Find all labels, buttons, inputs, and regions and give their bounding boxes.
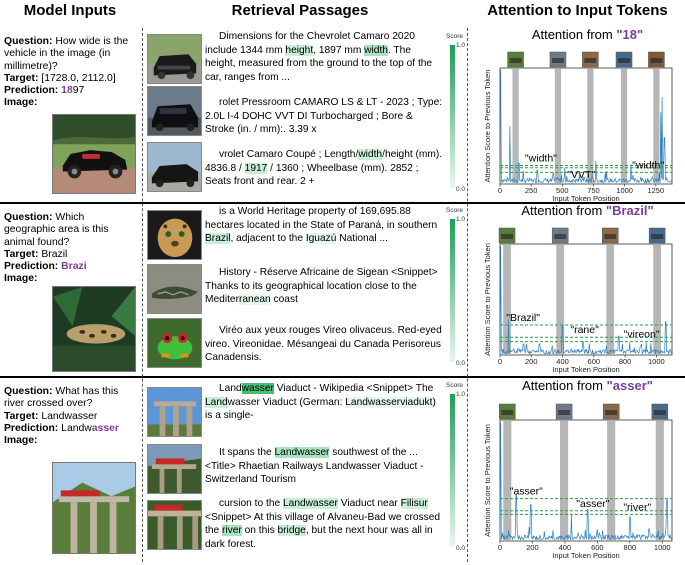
passage-text: <Snippet> At this village of Alvaneu-Bad we crossed the xyxy=(205,511,441,537)
camaro-coupe-icon xyxy=(147,142,202,192)
model-inputs-row-1 xyxy=(4,36,138,110)
viaduct-valley-icon xyxy=(147,500,202,550)
passage-text: Viaduct near xyxy=(337,498,401,509)
attention-title-prefix: Attention from xyxy=(522,378,603,393)
target-text: Brazil xyxy=(41,248,68,260)
token-annotation: "river" xyxy=(623,501,652,514)
token-annotation: "Brazil" xyxy=(506,312,540,325)
score-label: Score xyxy=(446,33,463,40)
y-axis-label: Attention Score to Previous Token xyxy=(483,243,492,356)
x-tick-label: 1000 xyxy=(653,543,671,552)
token-thumbnail-icon xyxy=(602,228,618,243)
attention-title-row-2 xyxy=(500,203,675,218)
token-annotation: "width" xyxy=(524,152,557,165)
image-token-band xyxy=(512,68,518,184)
token-thumbnail-icon xyxy=(508,52,524,67)
attention-title-prefix: Attention from xyxy=(531,27,613,42)
x-tick-label: 400 xyxy=(558,543,572,552)
x-tick-label: 0 xyxy=(497,186,503,195)
lizard-icon xyxy=(147,264,202,314)
column-divider-left xyxy=(142,28,143,562)
token-thumbnail-icon xyxy=(649,228,665,243)
viaduct-train-icon xyxy=(147,444,202,494)
column-divider-right xyxy=(467,28,468,562)
token-thumbnail-icon xyxy=(603,404,619,419)
jaguar-in-jungle-icon xyxy=(52,286,136,372)
token-annotation: "width" xyxy=(632,159,665,172)
thumbnail-subject xyxy=(501,410,513,415)
token-thumbnail-icon xyxy=(616,52,632,67)
prediction-prefix: Landw xyxy=(61,422,92,434)
highlighted-token: Iguazú xyxy=(305,233,337,245)
score-max: 1.0 xyxy=(456,42,466,49)
passage-row-2-3 xyxy=(205,324,443,365)
thumbnail-subject xyxy=(584,58,596,63)
attention-plot xyxy=(472,42,682,202)
passage-text: National ... xyxy=(336,233,388,245)
thumbnail-subject xyxy=(501,234,513,239)
passage-text: . The height, measured from the ground to the top of the car, ranges from ... xyxy=(205,44,433,83)
target-text: Landwasser xyxy=(41,410,98,422)
token-thumbnail-icon xyxy=(582,52,598,67)
passage-text: , but the next hour was all in dark forest. xyxy=(205,525,433,550)
question-label: Question: xyxy=(4,36,53,47)
token-thumbnail-icon xyxy=(550,52,566,67)
prediction-label: Prediction: xyxy=(4,85,59,97)
score-gradient xyxy=(450,219,455,362)
camaro-rear-icon xyxy=(147,86,202,136)
passage-text: ) is a single- xyxy=(205,396,436,422)
x-tick-label: 250 xyxy=(524,186,538,195)
thumbnail-subject xyxy=(510,58,522,63)
score-colorbar-row-3 xyxy=(446,382,466,557)
attention-chart-row-2 xyxy=(472,218,684,373)
x-axis-label: Input Token Position xyxy=(552,194,620,203)
model-inputs-row-3 xyxy=(4,386,138,447)
score-max: 1.0 xyxy=(456,216,466,223)
highlighted-token: Land xyxy=(205,396,228,408)
token-thumbnail-icon xyxy=(552,228,568,243)
question-text: Which geographic area is this animal found? xyxy=(4,212,109,248)
passage-text: vrolet Camaro Coupé ; Length/ xyxy=(219,149,359,160)
attention-title-prefix: Attention from xyxy=(521,203,603,218)
x-tick-label: 600 xyxy=(587,357,601,366)
target-label: Target: xyxy=(4,72,39,84)
score-min: 0.0 xyxy=(456,545,466,552)
question-label: Question: xyxy=(4,212,53,223)
target-label: Target: xyxy=(4,248,39,260)
image-token-band xyxy=(555,68,561,184)
passage-row-1-3 xyxy=(205,148,443,189)
score-colorbar-row-1 xyxy=(446,33,466,198)
passage-text: on this xyxy=(241,525,278,537)
score-max: 1.0 xyxy=(456,391,466,398)
highlighted-token: ranean xyxy=(238,294,271,306)
attention-title-row-3 xyxy=(500,378,675,393)
question-text: What has this river crossed over? xyxy=(4,386,119,410)
passage-row-1-1 xyxy=(205,30,443,84)
attention-plot xyxy=(472,218,682,373)
viaduct-sky-icon xyxy=(147,387,202,437)
x-tick-label: 750 xyxy=(587,186,600,195)
x-tick-label: 1250 xyxy=(647,186,665,195)
x-tick-label: 1000 xyxy=(616,186,633,195)
attention-token: "Brazil" xyxy=(605,203,654,218)
question-label: Question: xyxy=(4,386,53,397)
x-tick-label: 200 xyxy=(525,357,538,366)
black-convertible-car-icon xyxy=(52,114,136,194)
passage-text: / 1360 ; Wheelbase (mm). 2852 ; Seats front and rear. 2 + xyxy=(205,162,419,188)
token-thumbnail-icon xyxy=(652,404,668,419)
token-annotation: "asser" xyxy=(576,497,610,510)
score-min: 0.0 xyxy=(456,360,466,367)
token-annotation: "asser" xyxy=(509,485,543,498)
prediction-highlight: 18 xyxy=(61,85,73,97)
passage-row-2-1 xyxy=(205,205,443,246)
image-token-band xyxy=(656,420,664,541)
token-thumbnail-icon xyxy=(499,228,515,243)
passage-text: southwest of the ...<Title> Rhaetian Railways Landwasser Viaduct - Switzerland Tourism xyxy=(205,447,424,486)
thumbnail-subject xyxy=(558,410,570,415)
token-annotation: "vireon" xyxy=(623,328,660,341)
passage-row-2-2 xyxy=(205,266,443,307)
attention-plot xyxy=(472,394,682,559)
passage-row-3-2 xyxy=(205,446,443,487)
score-min: 0.0 xyxy=(456,186,466,193)
y-axis-label: Attention Score to Previous Token xyxy=(483,424,492,537)
prediction-suffix: 97 xyxy=(72,85,85,97)
image-token-band xyxy=(621,68,627,184)
attention-chart-row-1 xyxy=(472,42,684,202)
highlighted-token: Landwasser xyxy=(274,447,330,458)
x-tick-label: 0 xyxy=(497,543,503,552)
x-tick-label: 0 xyxy=(497,357,503,366)
camaro-front-icon xyxy=(147,34,202,84)
prediction-highlight: asser xyxy=(91,422,119,434)
image-label: Image: xyxy=(4,435,38,447)
x-tick-label: 800 xyxy=(618,357,632,366)
passage-text: Viaduct - Wikipedia <Snippet> The xyxy=(273,383,434,394)
highlighted-token: river xyxy=(222,525,242,537)
highlighted-token: Landwasserviadukt xyxy=(345,396,433,408)
x-tick-label: 200 xyxy=(526,543,539,552)
thumbnail-subject xyxy=(654,410,666,415)
image-token-band xyxy=(606,244,614,355)
thumbnail-subject xyxy=(554,234,566,239)
passage-text: , 1897 mm xyxy=(313,44,365,56)
x-tick-label: 800 xyxy=(623,543,637,552)
image-token-band xyxy=(587,68,593,184)
thumbnail-subject xyxy=(651,234,663,239)
thumbnail-subject xyxy=(618,58,630,63)
passage-row-3-1 xyxy=(205,382,443,423)
passage-text: wasser Viaduct (German: xyxy=(227,396,346,408)
image-token-band xyxy=(560,420,568,541)
prediction-label: Prediction: xyxy=(4,422,59,434)
passage-text: /height (mm). 4836.8 / xyxy=(205,149,443,174)
x-tick-label: 400 xyxy=(556,357,569,366)
highlighted-token: width xyxy=(364,44,388,56)
passage-text: is a World Heritage property of 169,695.88 hectares located in the State of Paraná, in southern xyxy=(205,206,438,231)
x-tick-label: 500 xyxy=(556,186,569,195)
header-attention: Attention to Input Tokens xyxy=(487,2,668,19)
image-label: Image: xyxy=(4,273,38,285)
passage-text: cursion to the xyxy=(219,498,283,509)
score-gradient xyxy=(450,394,455,547)
viaduct-with-train-icon xyxy=(52,462,136,554)
passage-text: Land xyxy=(219,383,242,394)
prediction-label: Prediction: xyxy=(4,261,59,273)
score-label: Score xyxy=(446,207,463,214)
token-thumbnail-icon xyxy=(556,404,572,419)
x-axis-label: Input Token Position xyxy=(552,551,620,560)
passage-text: History - Réserve Africaine de Sigean <Snippet> Thanks to its geographical location close to the Mediter xyxy=(205,267,438,306)
score-gradient xyxy=(450,45,455,188)
thumbnail-subject xyxy=(552,58,564,63)
passage-text: Dimensions for the Chevrolet Camaro 2020 include 1344 mm xyxy=(205,31,415,56)
attention-token: "18" xyxy=(616,27,644,42)
plot-frame xyxy=(500,420,672,541)
x-axis-label: Input Token Position xyxy=(552,365,620,374)
passage-row-3-3 xyxy=(205,497,443,551)
target-text: [1728.0, 2112.0] xyxy=(41,72,116,84)
thumbnail-subject xyxy=(650,58,662,63)
image-token-band xyxy=(503,420,511,541)
passage-text: coast xyxy=(270,294,298,306)
highlighted-token: wasser xyxy=(241,383,274,394)
attention-title-row-1 xyxy=(500,27,675,42)
token-thumbnail-icon xyxy=(648,52,664,67)
token-annotation: "VVT" xyxy=(567,168,596,181)
score-colorbar-row-2 xyxy=(446,207,466,372)
passage-text: It spans the xyxy=(219,447,275,458)
highlighted-token: Landwasser xyxy=(283,498,338,509)
red-eyed-frog-icon xyxy=(147,318,202,368)
image-label: Image: xyxy=(4,97,38,109)
x-tick-label: 1000 xyxy=(648,357,665,366)
score-label: Score xyxy=(446,382,463,389)
thumbnail-subject xyxy=(605,410,617,415)
image-token-band xyxy=(607,420,615,541)
target-label: Target: xyxy=(4,410,39,422)
highlighted-token: 1917 xyxy=(244,162,268,174)
token-annotation: "rane" xyxy=(570,324,599,337)
header-retrieval-passages: Retrieval Passages xyxy=(231,2,369,19)
highlighted-token: Filisur xyxy=(400,498,428,509)
highlighted-token: Brazil xyxy=(205,233,231,245)
passage-text: rolet Pressroom CAMARO LS & LT - 2023 ; Type: 2.0L I-4 DOHC VVT DI Turbocharged ; Bore & Stroke (in. / mm):. 3.39 x xyxy=(205,97,443,136)
prediction-highlight: Brazi xyxy=(61,261,87,273)
x-tick-label: 600 xyxy=(591,543,604,552)
highlighted-token: width xyxy=(358,149,383,160)
header-model-inputs: Model Inputs xyxy=(23,2,117,19)
passage-text: , adjacent to the xyxy=(230,233,306,245)
y-axis-label: Attention Score to Previous Token xyxy=(483,69,492,183)
thumbnail-subject xyxy=(604,234,616,239)
token-thumbnail-icon xyxy=(499,404,515,419)
attention-token: "asser" xyxy=(606,378,653,393)
question-text: How wide is the vehicle in the image (in millimetre)? xyxy=(4,36,129,72)
passage-text: Viréo aux yeux rouges Vireo olivaceus. Red-eyed vireo. Vireonidae. Mésangeai du Canada Perisoreus Canadensis. xyxy=(205,325,442,364)
highlighted-token: bridge xyxy=(277,525,306,537)
model-inputs-row-2 xyxy=(4,212,138,286)
highlighted-token: height xyxy=(285,44,314,56)
attention-chart-row-3 xyxy=(472,394,684,559)
passage-row-1-2 xyxy=(205,96,443,137)
ocelot-face-icon xyxy=(147,210,202,260)
image-token-band xyxy=(503,244,511,355)
